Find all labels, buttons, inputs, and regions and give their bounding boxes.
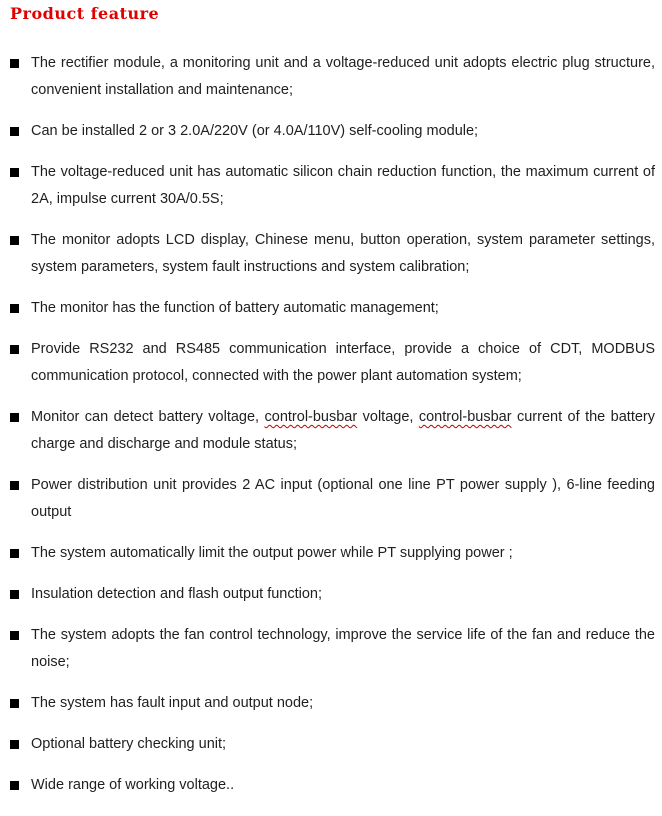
feature-text: The system adopts the fan control technology, improve the service life of the fan and reduce the noise; (31, 627, 655, 670)
feature-text: Wide range of working voltage.. (31, 777, 235, 793)
feature-item (10, 731, 655, 758)
bullet-square-icon (10, 590, 19, 599)
feature-text: Can be installed 2 or 3 2.0A/220V (or 4.0A/110V) self-cooling module; (31, 123, 479, 139)
bullet-square-icon (10, 304, 19, 313)
feature-item (10, 50, 655, 104)
feature-item (10, 690, 655, 717)
feature-text: Insulation detection and flash output function; (31, 586, 323, 602)
bullet-square-icon (10, 236, 19, 245)
bullet-square-icon (10, 781, 19, 790)
bullet-square-icon (10, 59, 19, 68)
feature-list (10, 50, 655, 799)
bullet-square-icon (10, 168, 19, 177)
feature-item (10, 581, 655, 608)
feature-text: The voltage-reduced unit has automatic silicon chain reduction function, the maximum current of 2A, impulse current 30A/0.5S; (31, 164, 655, 207)
feature-text: The rectifier module, a monitoring unit and a voltage-reduced unit adopts electric plug structure, convenient installation and maintenance; (31, 55, 655, 98)
feature-item (10, 227, 655, 281)
feature-item (10, 772, 655, 799)
bullet-square-icon (10, 740, 19, 749)
misspelled-word: control-busbar (264, 409, 358, 425)
feature-item (10, 404, 655, 458)
feature-text: The monitor adopts LCD display, Chinese menu, button operation, system parameter settings, system parameters, system fault instructions and system calibration; (31, 232, 655, 275)
feature-item (10, 336, 655, 390)
bullet-square-icon (10, 631, 19, 640)
bullet-square-icon (10, 127, 19, 136)
bullet-square-icon (10, 481, 19, 490)
feature-text: Optional battery checking unit; (31, 736, 227, 752)
feature-text: Provide RS232 and RS485 communication interface, provide a choice of CDT, MODBUS communication protocol, connected with the power plant automation system; (31, 341, 655, 384)
feature-item (10, 472, 655, 526)
bullet-square-icon (10, 699, 19, 708)
feature-item (10, 295, 655, 322)
feature-item (10, 159, 655, 213)
feature-item (10, 622, 655, 676)
feature-text: The system has fault input and output node; (31, 695, 314, 711)
bullet-square-icon (10, 413, 19, 422)
feature-text: Power distribution unit provides 2 AC input (optional one line PT power supply ), 6-line feeding output (31, 477, 655, 520)
feature-text: Monitor can detect battery voltage, control-busbar voltage, control-busbar current of the battery charge and discharge and module status; (31, 409, 655, 452)
feature-item (10, 118, 655, 145)
bullet-square-icon (10, 345, 19, 354)
page-title: Product feature (10, 4, 160, 23)
feature-text: The system automatically limit the output power while PT supplying power ; (31, 545, 513, 561)
bullet-square-icon (10, 549, 19, 558)
misspelled-word: control-busbar (418, 409, 512, 425)
feature-item (10, 540, 655, 567)
feature-text: The monitor has the function of battery automatic management; (31, 300, 439, 316)
